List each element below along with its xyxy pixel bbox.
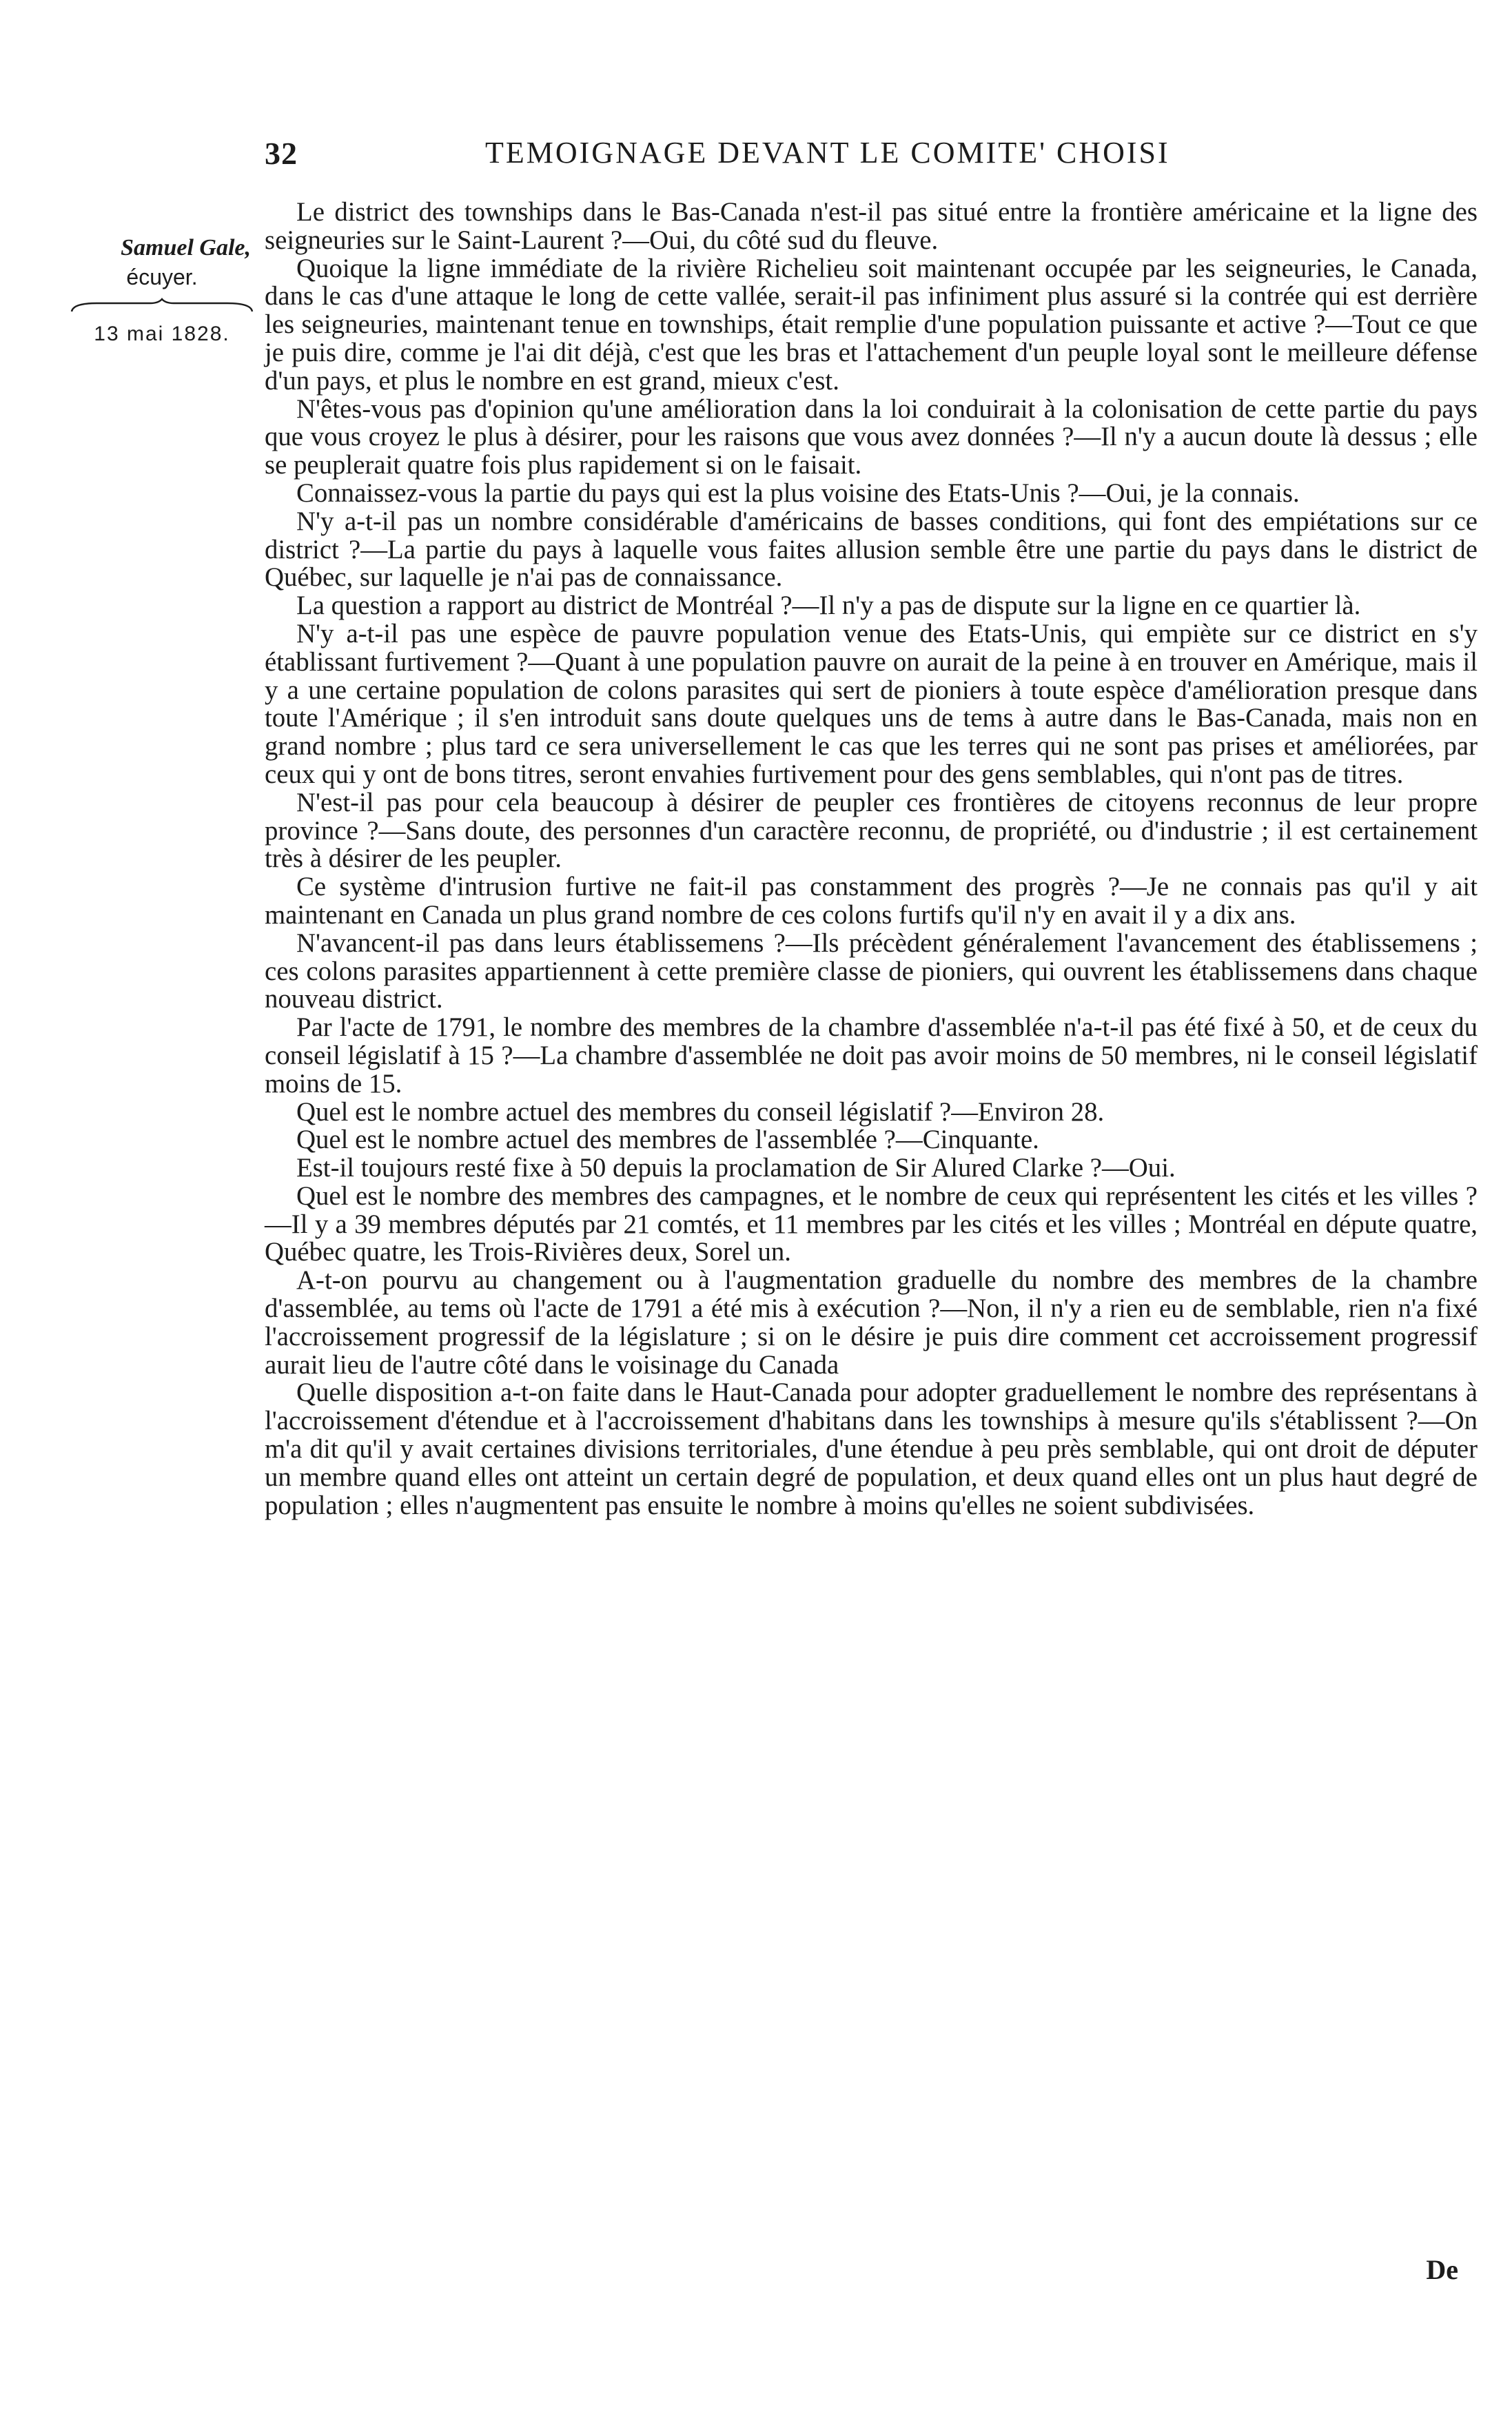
paragraph: Quel est le nombre actuel des membres du conseil législatif ?—Environ 28. (296, 1096, 1105, 1127)
paragraph: La question a rapport au district de Montréal ?—Il n'y a pas de dispute sur la ligne en ce quartier là. (296, 591, 1361, 621)
paragraph: Quoique la ligne immédiate de la rivière Richelieu soit maintenant occupée par les seigneuries, le Canada, dans le cas d'une attaque le long de cette vallée, serait-il pas infiniment plus assuré si la contrée qui est derrière les seigneuries, maintenant tenue en townships, était remplie d'une population puissante et active ?—Tout ce que je puis dire, comme je l'ai dit déjà, c'est que les bras et l'attachement d'un peuple loyal sont le meilleure défense d'un pays, et plus le nombre en est grand, mieux c'est. (265, 253, 1478, 396)
paragraph: Par l'acte de 1791, le nombre des membres de la chambre d'assemblée n'a-t-il pas été fixé à 50, et de ceux du conseil législatif à 15 ?—La chambre d'assemblée ne doit pas avoir moins de 50 membres, ni le conseil législatif moins de 15. (265, 1012, 1478, 1098)
paragraph: N'y a-t-il pas un nombre considérable d'américains de basses conditions, qui font des empiétations sur ce district ?—La partie du pays à laquelle vous faites allusion semble être une partie du pays dans le district de Québec, sur laquelle je n'ai pas de connaissance. (265, 506, 1478, 593)
paragraph: N'êtes-vous pas d'opinion qu'une amélioration dans la loi conduirait à la colonisation de cette partie du pays que vous croyez le plus à désirer, pour les raisons que vous avez données ?—Il n'y a aucun doute là dessus ; elle se peuplerait quatre fois plus rapidement si on le faisait. (265, 393, 1478, 480)
paragraph: N'avancent-il pas dans leurs établissemens ?—Ils précèdent généralement l'avancement des établissemens ; ces colons parasites appartiennent à cette première classe de pioniers, qui ouvrent les établissemens dans chaque nouveau district. (265, 928, 1478, 1014)
testimony-text (265, 198, 1478, 1520)
page-number: 32 (265, 136, 298, 171)
running-title: TEMOIGNAGE DEVANT LE COMITE' CHOISI (485, 136, 1170, 170)
paragraph: Quel est le nombre des membres des campagnes, et le nombre de ceux qui représentent les cités et les villes ?—Il y a 39 membres députés par 21 comtés, et 11 membres par les cités et les villes ; Montréal en députe quatre, Québec quatre, les Trois-Rivières deux, Sorel un. (265, 1180, 1478, 1267)
catchword: De (1426, 2254, 1458, 2285)
paragraph: Le district des townships dans le Bas-Canada n'est-il pas situé entre la frontière américaine et la ligne des seigneuries sur le Saint-Laurent ?—Oui, du côté sud du fleuve. (265, 197, 1478, 255)
hearing-date: 13 mai 1828. (94, 323, 230, 345)
margin-note (69, 234, 255, 348)
paragraph: N'y a-t-il pas une espèce de pauvre population venue des Etats-Unis, qui empiète sur ce district en s'y établissant furtivement ?—Quant à une population pauvre on aurait de la peine à en trouver en Amérique, mais il y a une certaine population de colons parasites qui sert de pioniers à toute espèce d'amélioration presque dans toute l'Amérique ; il s'en introduit sans doute quelques uns de tems à autre dans le Bas-Canada, mais non en grand nombre ; plus tard ce sera universellement le cas que les terres qui ne sont pas prises et améliorées, par ceux qui y ont de bons titres, seront envahies furtivement pour des gens semblables, qui n'ont pas de titres. (265, 618, 1478, 789)
paragraph: Quelle disposition a-t-on faite dans le Haut-Canada pour adopter graduellement le nombre des représentans à l'accroissement d'étendue et à l'accroissement d'habitans dans les townships à mesure qu'ils s'établissent ?—On m'a dit qu'il y avait certaines divisions territoriales, d'une étendue à peu près semblable, qui ont droit de députer un membre quand elles ont atteint un certain degré de population, et deux quand elles ont un plus haut degré de population ; elles n'augmentent pas ensuite le nombre à moins qu'elles ne soient subdivisées. (265, 1378, 1478, 1520)
brace-mark (69, 298, 255, 314)
paragraph: Connaissez-vous la partie du pays qui est la plus voisine des Etats-Unis ?—Oui, je la connais. (296, 478, 1300, 508)
witness-title: écuyer. (126, 265, 198, 289)
paragraph: Quel est le nombre actuel des membres de l'assemblée ?—Cinquante. (296, 1125, 1039, 1155)
paragraph: A-t-on pourvu au changement ou à l'augmentation graduelle du nombre des membres de la chambre d'assemblée, au tems où l'acte de 1791 a été mis à exécution ?—Non, il n'y a rien eu de semblable, rien n'a fixé l'accroissement progressif de la législature ; si on le désire je puis dire comment cet accroissement progressif aurait lieu de l'autre côté dans le voisinage du Canada (265, 1265, 1478, 1380)
paragraph: Ce système d'intrusion furtive ne fait-il pas constamment des progrès ?—Je ne connais pas qu'il y ait maintenant en Canada un plus grand nombre de ces colons furtifs qu'il n'y en avait il y a dix ans. (265, 872, 1478, 930)
witness-name: Samuel Gale, (121, 235, 251, 260)
page-header (265, 135, 1467, 176)
paragraph: Est-il toujours resté fixe à 50 depuis la proclamation de Sir Alured Clarke ?—Oui. (296, 1153, 1176, 1183)
paragraph: N'est-il pas pour cela beaucoup à désirer de peupler ces frontières de citoyens reconnus de leur propre province ?—Sans doute, des personnes d'un caractère reconnu, de propriété, ou d'industrie ; il est certainement très à désirer de les peupler. (265, 787, 1478, 874)
